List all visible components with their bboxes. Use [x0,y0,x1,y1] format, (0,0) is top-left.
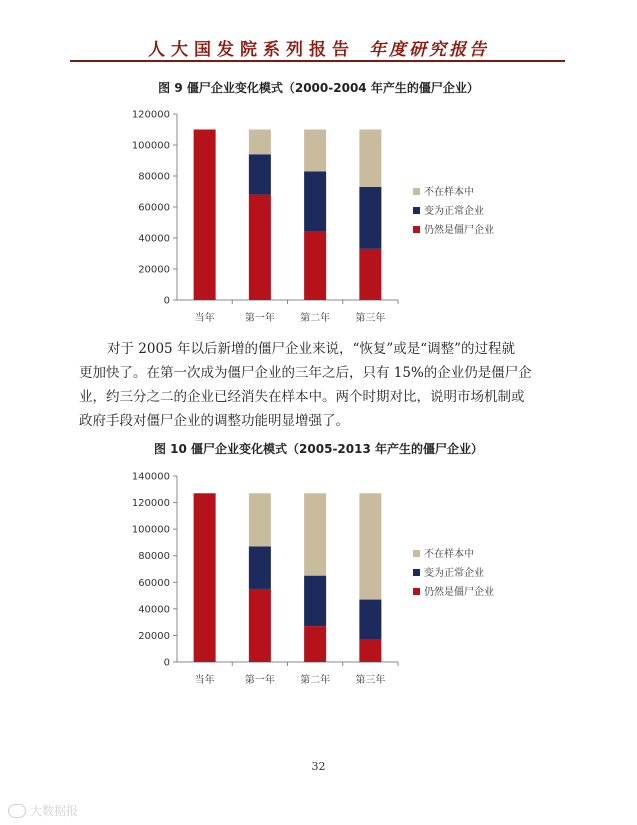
legend-label: 仍然是僵尸企业 [424,225,494,236]
bar-segment [249,130,271,155]
figure-9-caption: 图 9 僵尸企业变化模式（2000-2004 年产生的僵尸企业） [158,81,479,95]
watermark-text: 大数据报 [30,804,79,818]
watermark-logo-icon [8,804,26,818]
figure-10-chart [0,466,637,688]
y-tick-label: 20000 [138,264,170,276]
paragraph-line: 政府手段对僵尸企业的调整功能明显增强了。 [79,413,349,429]
paragraph-line: 业，约三分之二的企业已经消失在样本中。两个时期对比，说明市场机制或 [79,389,525,405]
y-tick-label: 140000 [131,471,170,483]
legend-swatch [413,207,420,214]
y-tick-label: 100000 [131,524,170,536]
bar-segment [194,493,216,662]
y-tick-label: 100000 [131,140,170,152]
y-tick-label: 0 [163,657,170,669]
legend-swatch [413,550,420,557]
x-tick-label: 当年 [194,313,215,324]
legend-label: 仍然是僵尸企业 [424,587,494,598]
y-tick-label: 40000 [138,233,170,245]
bar-segment [304,493,326,575]
bar-segment [249,195,271,300]
bar-segment [359,639,381,662]
bar-segment [359,130,381,187]
header-subtitle: 年度研究报告 [369,40,489,60]
page-number: 32 [311,760,326,773]
bar-segment [304,626,326,662]
legend-swatch [413,569,420,576]
watermark [8,802,78,819]
legend-label: 不在样本中 [424,549,474,560]
x-tick-label: 第二年 [300,675,331,686]
x-tick-label: 第二年 [300,313,331,324]
x-tick-label: 第三年 [355,313,386,324]
legend-swatch [413,588,420,595]
y-tick-label: 60000 [138,202,170,214]
bar-segment [249,546,271,589]
report-header [0,35,637,60]
figure-9-chart [0,104,637,326]
body-paragraph [79,337,560,433]
y-tick-label: 120000 [131,109,170,121]
bar-segment [304,171,326,231]
bar-segment [304,130,326,172]
x-tick-label: 第一年 [244,313,275,324]
x-tick-label: 第三年 [355,675,386,686]
legend-label: 变为正常企业 [424,206,484,217]
y-tick-label: 60000 [138,577,170,589]
bar-segment [359,187,381,249]
y-tick-label: 120000 [131,498,170,510]
bar-segment [304,232,326,300]
y-tick-label: 80000 [138,551,170,563]
y-tick-label: 80000 [138,171,170,183]
bar-segment [359,600,381,640]
bar-segment [359,493,381,599]
legend-swatch [413,188,420,195]
header-title: 人大国发院系列报告 [148,40,355,60]
x-tick-label: 第一年 [244,675,275,686]
legend-swatch [413,226,420,233]
figure-10-caption: 图 10 僵尸企业变化模式（2005-2013 年产生的僵尸企业） [153,442,483,456]
bar-segment [359,249,381,300]
paragraph-line: 对于 2005 年以后新增的僵尸企业来说，“恢复”或是“调整”的过程就 [107,341,516,357]
bar-segment [194,130,216,301]
bar-segment [304,576,326,626]
legend-label: 不在样本中 [424,187,474,198]
y-tick-label: 40000 [138,604,170,616]
paragraph-line: 更加快了。在第一次成为僵尸企业的三年之后，只有 15%的企业仍是僵尸企 [79,365,532,381]
y-tick-label: 0 [163,295,170,307]
y-tick-label: 20000 [138,630,170,642]
bar-segment [249,589,271,662]
legend-label: 变为正常企业 [424,568,484,579]
bar-segment [249,154,271,194]
x-tick-label: 当年 [194,675,215,686]
header-divider [70,60,565,62]
bar-segment [249,493,271,546]
